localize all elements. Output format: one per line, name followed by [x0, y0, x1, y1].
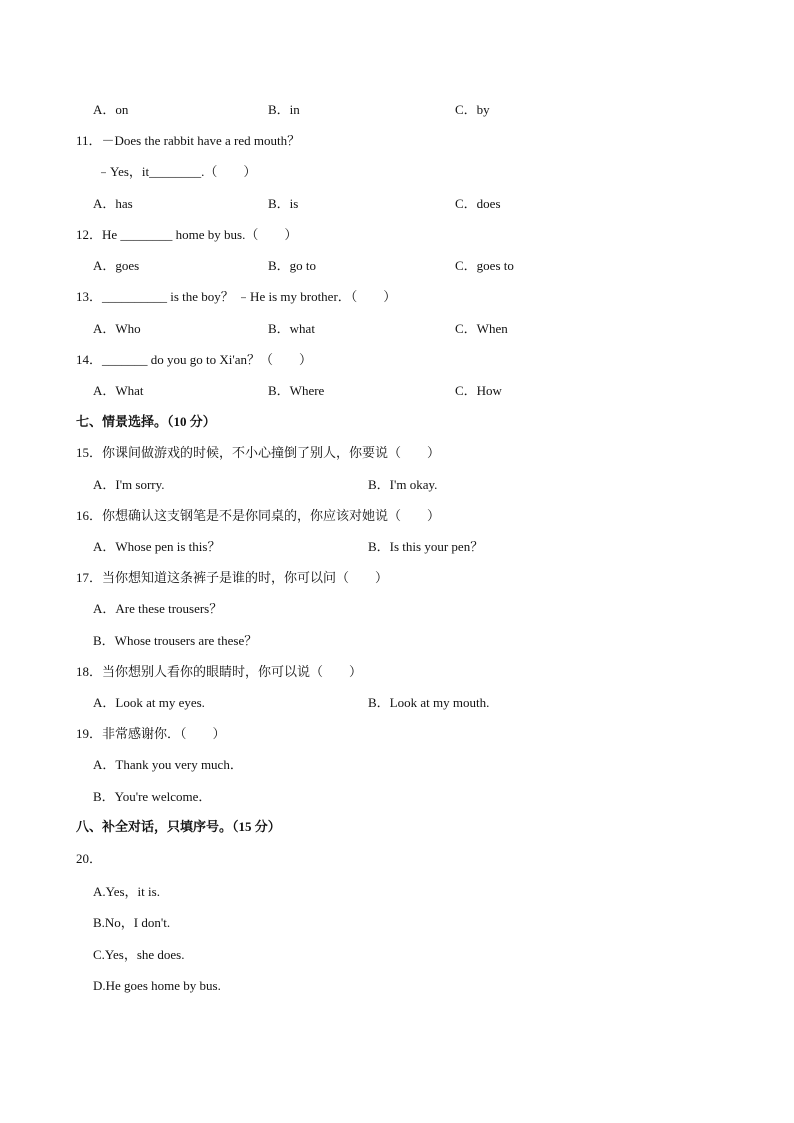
q20-choice-d: D.He goes home by bus. [93, 978, 221, 993]
q19-option-a: A．Thank you very much． [93, 757, 243, 772]
q16-option-b: B．Is this your pen？ [368, 539, 484, 554]
q13-option-a: A．Who [93, 321, 141, 336]
q17-option-a: A．Are these trousers？ [93, 601, 223, 616]
q19-stem: 19．非常感谢你．（ ） [76, 726, 226, 741]
q11-option-a: A．has [93, 196, 133, 211]
q18-option-b: B．Look at my mouth. [368, 695, 490, 710]
q11-option-c: C．does [455, 196, 501, 211]
q12-option-a: A．goes [93, 258, 140, 273]
q20-stem: 20． [76, 851, 103, 866]
q12-option-c: C．goes to [455, 258, 514, 273]
section-8-title: 八、补全对话，只填序号。（15 分） [76, 819, 281, 834]
q10-option-c: C．by [455, 102, 490, 117]
q16-stem: 16．你想确认这支钢笔是不是你同桌的，你应该对她说（ ） [76, 508, 441, 523]
q13-option-b: B．what [268, 321, 315, 336]
q12-option-b: B．go to [268, 258, 317, 273]
q14-option-a: A．What [93, 383, 144, 398]
q10-option-b: B．in [268, 102, 300, 117]
q17-option-b: B．Whose trousers are these？ [93, 633, 258, 648]
q17-stem: 17．当你想知道这条裤子是谁的时，你可以问（ ） [76, 570, 389, 585]
q14-option-b: B．Where [268, 383, 325, 398]
q20-choice-b: B.No，I don't. [93, 915, 171, 930]
q10-option-a: A．on [93, 102, 129, 117]
q18-stem: 18．当你想别人看你的眼睛时，你可以说（ ） [76, 664, 363, 679]
q13-stem: 13．__________ is the boy？ ﹣He is my brother．（ ） [76, 289, 397, 304]
q20-choice-c: C.Yes，she does. [93, 947, 185, 962]
q14-option-c: C．How [455, 383, 502, 398]
q16-option-a: A．Whose pen is this？ [93, 539, 221, 554]
q19-option-b: B．You're welcome． [93, 789, 212, 804]
section-7-title: 七、情景选择。（10 分） [76, 414, 216, 429]
q11-option-b: B．is [268, 196, 299, 211]
q11-reply: ﹣Yes，it________.（ ） [97, 164, 257, 179]
q20-choice-a: A.Yes，it is. [93, 884, 160, 899]
q15-option-a: A．I'm sorry. [93, 477, 165, 492]
q18-option-a: A．Look at my eyes. [93, 695, 205, 710]
q15-option-b: B．I'm okay. [368, 477, 438, 492]
q13-option-c: C．When [455, 321, 508, 336]
q14-stem: 14．_______ do you go to Xi'an？（ ） [76, 352, 312, 367]
q11-stem: 11．－Does the rabbit have a red mouth？ [76, 133, 301, 148]
q12-stem: 12．He ________ home by bus.（ ） [76, 227, 298, 242]
q15-stem: 15．你课间做游戏的时候，不小心撞倒了别人，你要说（ ） [76, 445, 441, 460]
